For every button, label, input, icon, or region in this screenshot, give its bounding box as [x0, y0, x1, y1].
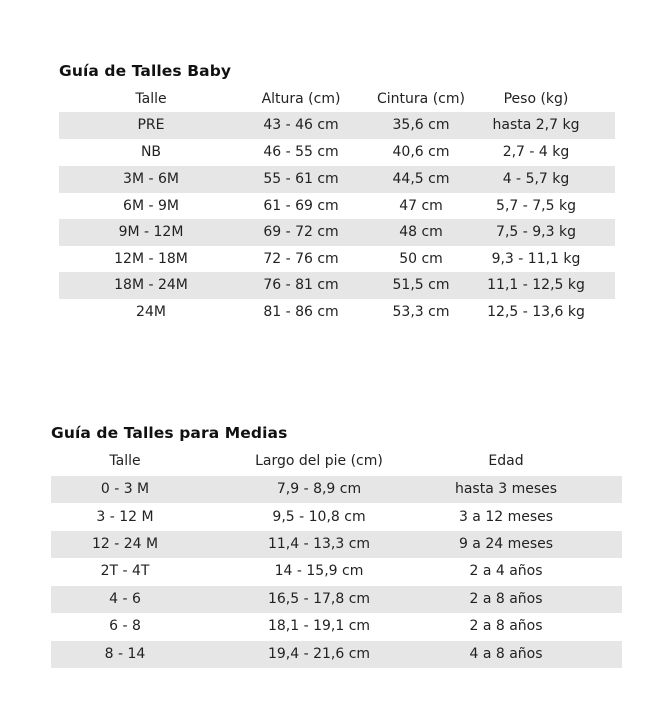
socks-header-row — [51, 449, 622, 476]
cell-altura: 55 - 61 cm — [263, 171, 339, 187]
table-row — [51, 558, 622, 585]
cell-edad: 4 a 8 años — [469, 646, 543, 662]
cell-cintura: 35,6 cm — [392, 117, 450, 133]
cell-largo: 9,5 - 10,8 cm — [272, 509, 366, 525]
cell-talle: 12M - 18M — [114, 251, 188, 267]
cell-altura: 61 - 69 cm — [263, 198, 339, 214]
cell-cintura: 51,5 cm — [392, 277, 450, 293]
baby-header-row — [59, 87, 615, 114]
cell-talle: PRE — [137, 117, 165, 133]
cell-talle: 4 - 6 — [109, 591, 141, 607]
cell-cintura: 47 cm — [399, 198, 443, 214]
cell-talle: 2T - 4T — [100, 563, 150, 579]
cell-talle: 24M — [136, 304, 166, 320]
cell-largo: 14 - 15,9 cm — [274, 563, 364, 579]
cell-talle: 6 - 8 — [109, 618, 141, 634]
table-row — [51, 613, 622, 640]
table-row — [59, 272, 615, 299]
cell-edad: hasta 3 meses — [454, 481, 558, 497]
table-row — [59, 219, 615, 246]
cell-edad: 2 a 8 años — [469, 591, 543, 607]
cell-cintura: 48 cm — [399, 224, 443, 240]
cell-peso: 11,1 - 12,5 kg — [487, 277, 585, 293]
cell-talle: 9M - 12M — [118, 224, 184, 240]
baby-header-peso: Peso (kg) — [503, 91, 569, 107]
cell-altura: 69 - 72 cm — [263, 224, 339, 240]
cell-edad: 9 a 24 meses — [458, 536, 554, 552]
socks-header-edad: Edad — [488, 453, 524, 469]
cell-largo: 7,9 - 8,9 cm — [276, 481, 362, 497]
cell-talle: 6M - 9M — [123, 198, 179, 214]
table-row — [59, 112, 615, 139]
table-row — [59, 299, 615, 326]
cell-talle: 3M - 6M — [123, 171, 179, 187]
cell-cintura: 40,6 cm — [392, 144, 450, 160]
table-row — [51, 641, 622, 668]
cell-talle: 18M - 24M — [114, 277, 188, 293]
baby-table-title: Guía de Talles Baby — [59, 62, 232, 80]
table-row — [51, 531, 622, 558]
cell-largo: 16,5 - 17,8 cm — [267, 591, 371, 607]
cell-altura: 43 - 46 cm — [263, 117, 339, 133]
cell-peso: 5,7 - 7,5 kg — [496, 198, 576, 214]
cell-largo: 19,4 - 21,6 cm — [267, 646, 371, 662]
table-row — [51, 504, 622, 531]
table-row — [59, 246, 615, 273]
cell-altura: 81 - 86 cm — [263, 304, 339, 320]
cell-peso: 12,5 - 13,6 kg — [487, 304, 585, 320]
table-row — [59, 139, 615, 166]
cell-talle: 8 - 14 — [104, 646, 146, 662]
cell-peso: 9,3 - 11,1 kg — [491, 251, 581, 267]
cell-talle: 12 - 24 M — [91, 536, 159, 552]
baby-header-cintura: Cintura (cm) — [377, 91, 465, 107]
cell-peso: 4 - 5,7 kg — [502, 171, 570, 187]
baby-header-altura: Altura (cm) — [261, 91, 341, 107]
cell-edad: 2 a 8 años — [469, 618, 543, 634]
cell-talle: NB — [140, 144, 162, 160]
cell-cintura: 53,3 cm — [392, 304, 450, 320]
cell-largo: 18,1 - 19,1 cm — [267, 618, 371, 634]
cell-talle: 0 - 3 M — [100, 481, 150, 497]
cell-talle: 3 - 12 M — [96, 509, 154, 525]
cell-altura: 72 - 76 cm — [263, 251, 339, 267]
cell-cintura: 44,5 cm — [392, 171, 450, 187]
cell-altura: 76 - 81 cm — [263, 277, 339, 293]
cell-altura: 46 - 55 cm — [263, 144, 339, 160]
table-row — [59, 193, 615, 220]
cell-largo: 11,4 - 13,3 cm — [267, 536, 371, 552]
cell-peso: 7,5 - 9,3 kg — [496, 224, 576, 240]
cell-edad: 2 a 4 años — [469, 563, 543, 579]
table-row — [51, 476, 622, 503]
cell-peso: hasta 2,7 kg — [492, 117, 580, 133]
cell-cintura: 50 cm — [399, 251, 443, 267]
socks-table-title: Guía de Talles para Medias — [51, 424, 288, 442]
socks-header-talle: Talle — [109, 453, 141, 469]
cell-edad: 3 a 12 meses — [458, 509, 554, 525]
socks-header-largo: Largo del pie (cm) — [255, 453, 383, 469]
table-row — [59, 166, 615, 193]
baby-header-talle: Talle — [135, 91, 167, 107]
table-row — [51, 586, 622, 613]
cell-peso: 2,7 - 4 kg — [502, 144, 570, 160]
